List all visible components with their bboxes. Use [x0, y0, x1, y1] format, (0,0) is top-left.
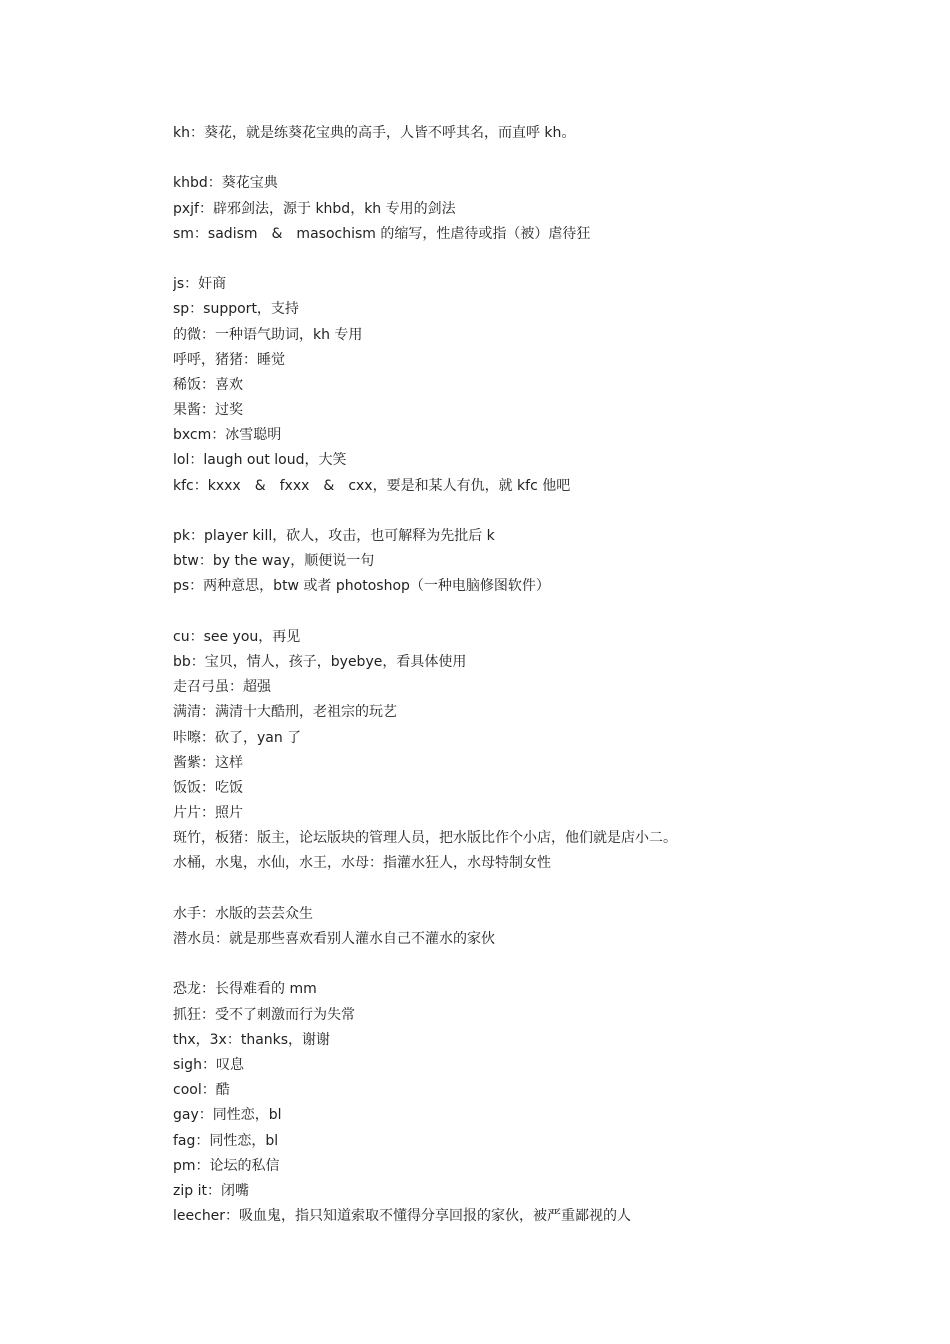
text-line: kfc：kxxx & fxxx & cxx，要是和某人有仇，就 kfc 他吧 [173, 477, 571, 494]
text-line: 稀饭：喜欢 [173, 376, 243, 393]
text-line: btw：by the way，顺便说一句 [173, 553, 375, 570]
text-line: 满清：满清十大酷刑，老祖宗的玩艺 [173, 704, 397, 721]
blank-line [173, 952, 893, 977]
text-line: pk：player kill，砍人，攻击，也可解释为先批后 k [173, 528, 495, 544]
text-line: 潜水员：就是那些喜欢看别人灌水自己不灌水的家伙 [173, 931, 495, 947]
text-line: ps：两种意思，btw 或者 photoshop（一种电脑修图软件） [173, 578, 550, 595]
glossary-text [173, 121, 893, 1229]
blank-line [173, 877, 893, 902]
text-line: 水手：水版的芸芸众生 [173, 905, 313, 922]
text-line: 咔嚓：砍了，yan 了 [173, 729, 302, 746]
text-line: sigh：叹息 [173, 1056, 244, 1073]
text-line: lol：laugh out loud，大笑 [173, 452, 347, 469]
text-line: cool：酷 [173, 1082, 230, 1099]
text-line: 酱紫：这样 [173, 754, 243, 771]
text-line: 片片：照片 [173, 805, 243, 822]
text-line: 呼呼，猪猪：睡觉 [173, 351, 285, 368]
text-line: bb：宝贝，情人，孩子，byebye，看具体使用 [173, 653, 467, 670]
text-line: cu：see you，再见 [173, 628, 301, 645]
text-line: thx，3x：thanks，谢谢 [173, 1031, 331, 1048]
blank-line [173, 146, 893, 171]
text-line: bxcm：冰雪聪明 [173, 427, 282, 444]
text-line: sp：support，支持 [173, 301, 299, 318]
text-line: 果酱：过奖 [173, 402, 243, 419]
text-line: 水桶，水鬼，水仙，水王，水母：指灌水狂人，水母特制女性 [173, 855, 551, 872]
text-line: pm：论坛的私信 [173, 1157, 280, 1174]
text-line: zip it：闭嘴 [173, 1182, 249, 1199]
text-line: 的微：一种语气助词，kh 专用 [173, 326, 363, 343]
text-line: leecher：吸血鬼，指只知道索取不懂得分享回报的家伙，被严重鄙视的人 [173, 1208, 632, 1225]
text-line: 饭饭：吃饭 [173, 779, 243, 796]
text-line: js：奸商 [173, 276, 227, 293]
text-line: 恐龙：长得难看的 mm [173, 981, 317, 998]
text-line: kh：葵花，就是练葵花宝典的高手，人皆不呼其名，而直呼 kh。 [173, 125, 576, 141]
blank-line [173, 600, 893, 625]
text-line: gay：同性恋，bl [173, 1107, 282, 1124]
text-line: khbd：葵花宝典 [173, 175, 278, 192]
blank-line [173, 247, 893, 272]
text-line: 斑竹，板猪：版主，论坛版块的管理人员，把水版比作个小店，他们就是店小二。 [173, 830, 677, 847]
text-line: 走召弓虽：超强 [173, 679, 271, 696]
blank-line [173, 499, 893, 524]
text-line: sm：sadism & masochism 的缩写，性虐待或指（被）虐待狂 [173, 225, 591, 242]
text-line: 抓狂：受不了刺激而行为失常 [173, 1006, 355, 1023]
text-line: fag：同性恋，bl [173, 1132, 279, 1149]
text-line: pxjf：辟邪剑法，源于 khbd，kh 专用的剑法 [173, 200, 456, 217]
